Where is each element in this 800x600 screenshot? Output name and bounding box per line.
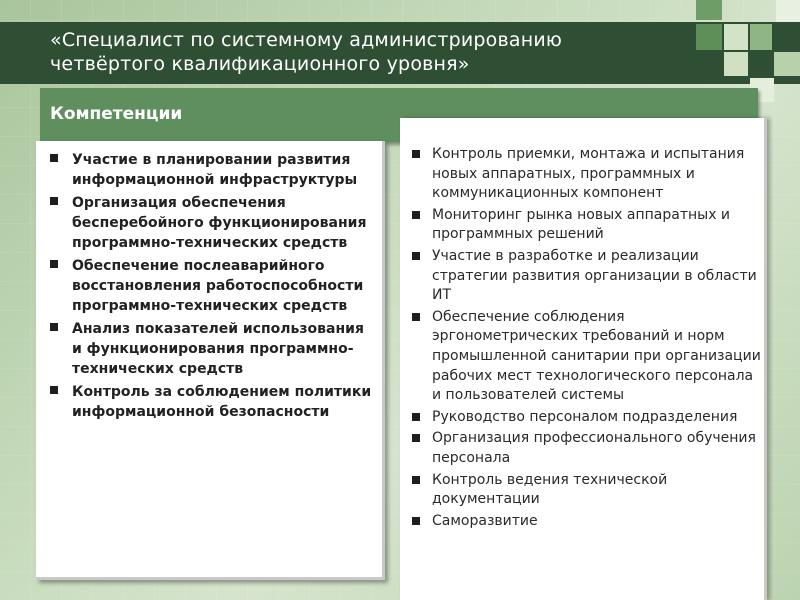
square-bullet-icon bbox=[412, 252, 420, 260]
list-item bbox=[410, 512, 762, 532]
slide-title bbox=[50, 28, 690, 76]
list-item-text: Участие в планировании развития информационной инфраструктуры bbox=[72, 152, 358, 188]
list-item bbox=[410, 308, 762, 406]
square-bullet-icon bbox=[50, 260, 58, 268]
list-item-text: Обеспечение соблюдения эргонометрических требований и норм промышленной санитарии при организации рабочих мест технологического персонала и пользователей системы bbox=[432, 308, 761, 404]
list-item-text: Анализ показателей использования и функционирования программно-технических средств bbox=[72, 321, 364, 377]
square-bullet-icon bbox=[412, 517, 420, 525]
list-item-text: Контроль ведения технической документации bbox=[432, 471, 668, 508]
square-bullet-icon bbox=[412, 434, 420, 442]
square-bullet-icon bbox=[412, 211, 420, 219]
list-item bbox=[50, 256, 376, 316]
slide-title-line2: четвёртого квалификационного уровня» bbox=[50, 53, 470, 75]
square-bullet-icon bbox=[50, 154, 58, 162]
decor-square bbox=[696, 24, 722, 50]
list-item-text: Организация профессионального обучения персонала bbox=[432, 430, 756, 466]
list-item-text: Контроль за соблюдением политики информационной безопасности bbox=[72, 384, 372, 420]
square-bullet-icon bbox=[412, 476, 420, 484]
decor-square bbox=[774, 52, 800, 76]
list-item bbox=[410, 206, 762, 245]
right-competency-list bbox=[410, 145, 762, 533]
square-bullet-icon bbox=[412, 313, 420, 321]
decor-square bbox=[724, 52, 748, 76]
list-item bbox=[410, 408, 762, 428]
list-item bbox=[410, 145, 762, 204]
slide-title-line1: «Специалист по системному администрированию bbox=[50, 29, 563, 51]
square-bullet-icon bbox=[50, 386, 58, 394]
square-bullet-icon bbox=[50, 323, 58, 331]
list-item-text: Мониторинг рынка новых аппаратных и программных решений bbox=[432, 206, 731, 243]
list-item-text: Руководство персоналом подразделения bbox=[432, 408, 738, 425]
list-item bbox=[410, 471, 762, 510]
decor-square bbox=[696, 0, 722, 20]
list-item-text: Организация обеспечения бесперебойного функционирования программно-технических средств bbox=[72, 195, 367, 251]
list-item-text: Саморазвитие bbox=[432, 512, 538, 529]
list-item-text: Контроль приемки, монтажа и испытания новых аппаратных, программных и коммуникационных компонент bbox=[432, 146, 745, 202]
left-competency-list bbox=[50, 150, 376, 425]
list-item bbox=[410, 429, 762, 468]
list-item bbox=[50, 150, 376, 190]
list-item bbox=[50, 319, 376, 379]
list-item-text: Участие в разработке и реализации стратегии развития организации в области ИТ bbox=[432, 247, 757, 304]
square-bullet-icon bbox=[412, 413, 420, 421]
list-item-text: Обеспечение послеаварийного восстановления работоспособности программно-технических средств bbox=[72, 258, 364, 314]
competencies-header-label: Компетенции bbox=[50, 104, 183, 124]
list-item bbox=[410, 247, 762, 306]
decor-square bbox=[776, 0, 800, 22]
decor-square bbox=[750, 24, 772, 50]
list-item bbox=[50, 382, 376, 422]
list-item bbox=[50, 193, 376, 253]
square-bullet-icon bbox=[412, 150, 420, 158]
decor-square bbox=[724, 24, 748, 50]
square-bullet-icon bbox=[50, 197, 58, 205]
